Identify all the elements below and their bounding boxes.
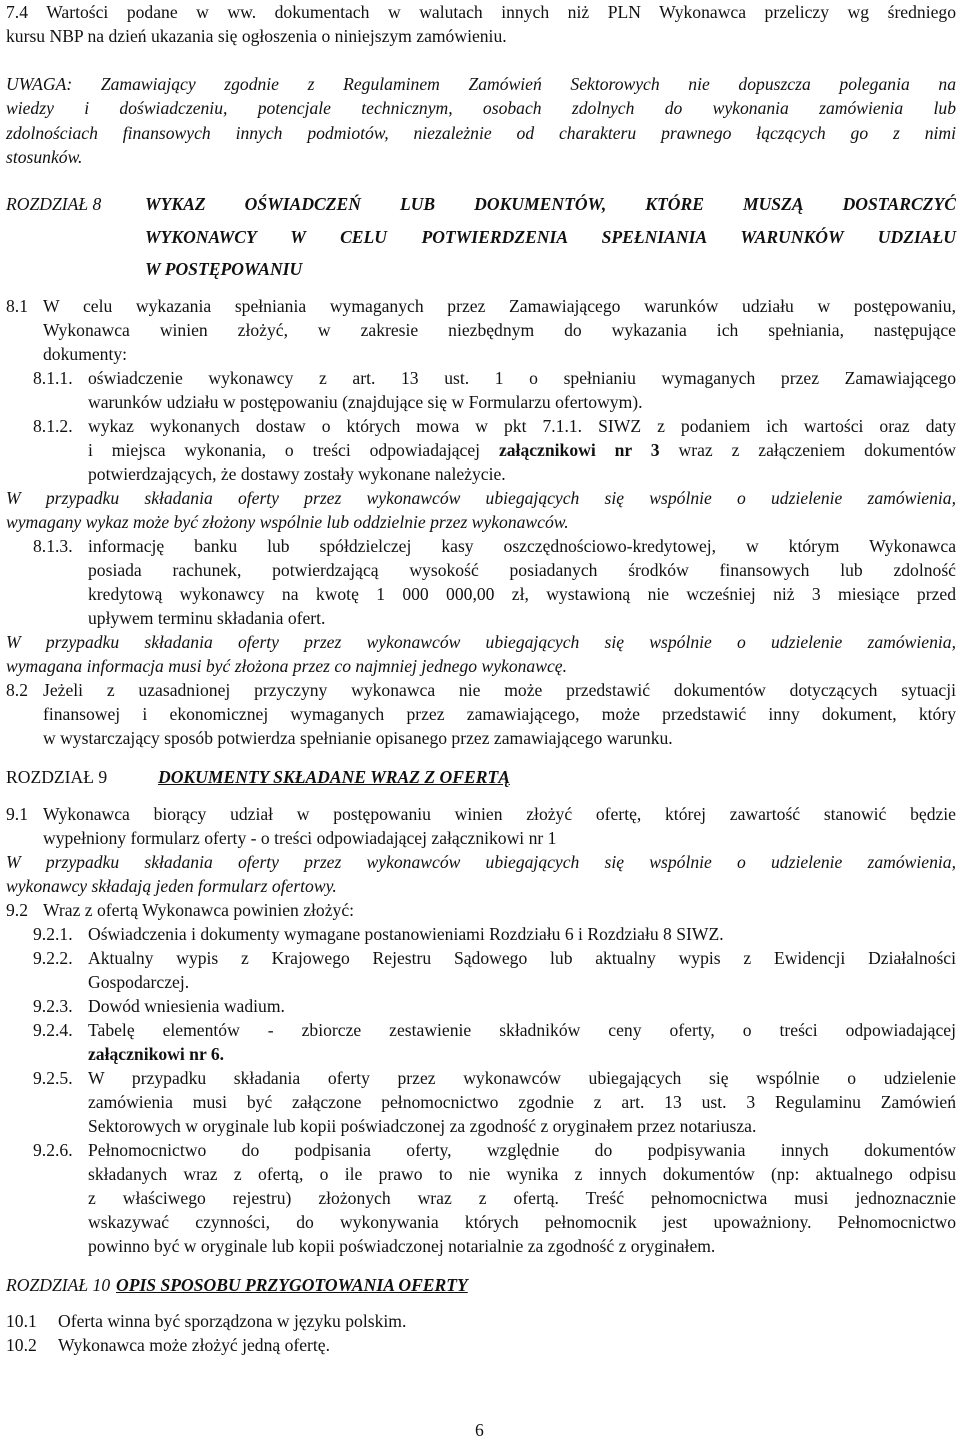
paragraph-9-2-6-line-3: z właściwego rejestru) złożonych wraz z ofertą. Treść pełnomocnictwa musi jednoznacznie	[88, 1188, 956, 1208]
note-2-line-2: wymagana informacja musi być złożona przez co najmniej jednego wykonawcę.	[6, 656, 567, 676]
chapter-8-label: ROZDZIAŁ 8	[6, 194, 102, 214]
paragraph-8-1-3-line-2: posiada rachunek, potwierdzającą wysokość posiadanych środków finansowych lub zdolność	[88, 560, 956, 580]
paragraph-9-2-number: 9.2	[6, 900, 28, 920]
paragraph-9-2-1-line-1: Oświadczenia i dokumenty wymagane postanowieniami Rozdziału 6 i Rozdziału 8 SIWZ.	[88, 924, 724, 944]
chapter-10-title: OPIS SPOSOBU PRZYGOTOWANIA OFERTY	[116, 1275, 468, 1295]
paragraph-8-1-1-line-2: warunków udziału w postępowaniu (znajdujące się w Formularzu ofertowym).	[88, 392, 643, 412]
paragraph-8-1-2-line-3: potwierdzających, że dostawy zostały wykonane należycie.	[88, 464, 506, 484]
uwaga-line-2: wiedzy i doświadczeniu, potencjale technicznym, osobach zdolnych do wykonania zamówienia lub	[6, 98, 956, 118]
paragraph-9-2-3-line-1: Dowód wniesienia wadium.	[88, 996, 285, 1016]
paragraph-8-1-1-number: 8.1.1.	[33, 368, 73, 388]
paragraph-9-2-5-number: 9.2.5.	[33, 1068, 73, 1088]
paragraph-9-2-6-number: 9.2.6.	[33, 1140, 73, 1160]
paragraph-9-2-6-line-2: składanych wraz z ofertą, o ile prawo to nie wynika z innych dokumentów (np: aktualnego odpisu	[88, 1164, 956, 1184]
paragraph-8-1-line-3: dokumenty:	[43, 344, 128, 364]
paragraph-8-2-number: 8.2	[6, 680, 28, 700]
chapter-9-label: ROZDZIAŁ 9	[6, 767, 108, 787]
paragraph-10-1-number: 10.1	[6, 1311, 37, 1331]
chapter-8-title-line-2: WYKONAWCY W CELU POTWIERDZENIA SPEŁNIANIA WARUNKÓW UDZIAŁU	[145, 227, 956, 247]
paragraph-10-1-line-1: Oferta winna być sporządzona w języku polskim.	[58, 1311, 407, 1331]
paragraph-8-1-number: 8.1	[6, 296, 28, 316]
note-1-line-2: wymagany wykaz może być złożony wspólnie lub oddzielnie przez wykonawców.	[6, 512, 569, 532]
paragraph-10-2-number: 10.2	[6, 1335, 37, 1355]
paragraph-9-2-6-line-5: powinno być w oryginale lub kopii poświadczonej notarialnie za zgodność z oryginałem.	[88, 1236, 716, 1256]
paragraph-9-2-6-line-4: wskazywać czynności, do wykonywania których pełnomocnik jest upoważniony. Pełnomocnictwo	[88, 1212, 956, 1232]
chapter-8-title-line-1: WYKAZ OŚWIADCZEŃ LUB DOKUMENTÓW, KTÓRE MUSZĄ DOSTARCZYĆ	[145, 194, 956, 214]
paragraph-7-4-line-1: 7.4 Wartości podane w ww. dokumentach w walutach innych niż PLN Wykonawca przeliczy wg średniego	[6, 2, 956, 22]
paragraph-9-2-5-line-2: zamówienia musi być załączone pełnomocnictwo zgodnie z art. 13 ust. 3 Regulaminu Zamówień	[88, 1092, 956, 1112]
note-1-line-1: W przypadku składania oferty przez wykonawców ubiegających się wspólnie o udzielenie zamówienia,	[6, 488, 956, 508]
note-2-line-1: W przypadku składania oferty przez wykonawców ubiegających się wspólnie o udzielenie zamówienia,	[6, 632, 956, 652]
paragraph-9-2-4-number: 9.2.4.	[33, 1020, 73, 1040]
paragraph-8-2-line-2: finansowej i ekonomicznej wymaganych przez zamawiającego, może przedstawić inny dokument, który	[43, 704, 956, 724]
paragraph-10-2-line-1: Wykonawca może złożyć jedną ofertę.	[58, 1335, 330, 1355]
paragraph-8-2-line-3: w wystarczający sposób potwierdza spełnianie opisanego przez zamawiającego warunku.	[43, 728, 673, 748]
paragraph-9-2-2-number: 9.2.2.	[33, 948, 73, 968]
attachment-3-reference: załącznikowi nr 3	[498, 440, 660, 460]
chapter-10-label: ROZDZIAŁ 10	[6, 1275, 111, 1295]
paragraph-8-1-1-line-1: oświadczenie wykonawcy z art. 13 ust. 1 o spełnianiu wymaganych przez Zamawiającego	[88, 368, 956, 388]
uwaga-line-4: stosunków.	[6, 147, 83, 167]
paragraph-9-2-2-line-1: Aktualny wypis z Krajowego Rejestru Sądowego lub aktualny wypis z Ewidencji Działalności	[88, 948, 956, 968]
paragraph-9-2-1-number: 9.2.1.	[33, 924, 73, 944]
attachment-6-reference: załącznikowi nr 6.	[88, 1044, 225, 1064]
paragraph-9-1-line-1: Wykonawca biorący udział w postępowaniu winien złożyć ofertę, której zawartość stanowić będzie	[43, 804, 956, 824]
paragraph-9-2-line-1: Wraz z ofertą Wykonawca powinien złożyć:	[43, 900, 355, 920]
paragraph-9-2-5-line-1: W przypadku składania oferty przez wykonawców ubiegających się wspólnie o udzielenie	[88, 1068, 956, 1088]
paragraph-9-2-5-line-3: Sektorowych w oryginale lub kopii poświadczonej za zgodność z oryginałem przez notariusza.	[88, 1116, 757, 1136]
paragraph-9-2-6-line-1: Pełnomocnictwo do podpisania oferty, względnie do podpisywania innych dokumentów	[88, 1140, 956, 1160]
page-number: 6	[475, 1420, 484, 1440]
paragraph-9-2-3-number: 9.2.3.	[33, 996, 73, 1016]
paragraph-8-1-3-line-4: upływem terminu składania ofert.	[88, 608, 326, 628]
chapter-8-title-line-3: W POSTĘPOWANIU	[145, 259, 303, 279]
paragraph-8-2-line-1: Jeżeli z uzasadnionej przyczyny wykonawca nie może przedstawić dokumentów dotyczących sytuacji	[43, 680, 956, 700]
paragraph-8-1-2-number: 8.1.2.	[33, 416, 73, 436]
uwaga-line-1: UWAGA: Zamawiający zgodnie z Regulaminem Zamówień Sektorowych nie dopuszcza polegania na	[6, 74, 956, 94]
paragraph-8-1-3-number: 8.1.3.	[33, 536, 73, 556]
paragraph-9-1-number: 9.1	[6, 804, 28, 824]
paragraph-7-4-line-2: kursu NBP na dzień ukazania się ogłoszenia o niniejszym zamówieniu.	[6, 26, 507, 46]
paragraph-8-1-2-line-2c: wraz z załączeniem dokumentów	[659, 440, 956, 460]
paragraph-8-1-2-line-2a: i miejsca wykonania, o treści odpowiadającej	[88, 440, 499, 460]
paragraph-8-1-line-1: W celu wykazania spełniania wymaganych przez Zamawiającego warunków udziału w postępowaniu,	[43, 296, 956, 316]
uwaga-line-3: zdolnościach finansowych innych podmiotów, niezależnie od charakteru prawnego łączących go z nimi	[6, 123, 956, 143]
paragraph-8-1-3-line-1: informację banku lub spółdzielczej kasy oszczędnościowo-kredytowej, w którym Wykonawca	[88, 536, 956, 556]
paragraph-8-1-3-line-3: kredytową wykonawcy na kwotę 1 000 000,00 zł, wystawioną nie wcześniej niż 3 miesiące przed	[88, 584, 956, 604]
paragraph-8-1-2-line-1: wykaz wykonanych dostaw o których mowa w pkt 7.1.1. SIWZ z podaniem ich wartości oraz daty	[88, 416, 956, 436]
chapter-9-title: DOKUMENTY SKŁADANE WRAZ Z OFERTĄ	[158, 767, 510, 787]
note-3-line-2: wykonawcy składają jeden formularz ofertowy.	[6, 876, 337, 896]
note-3-line-1: W przypadku składania oferty przez wykonawców ubiegających się wspólnie o udzielenie zamówienia,	[6, 852, 956, 872]
paragraph-9-2-4-line-1: Tabelę elementów - zbiorcze zestawienie składników ceny oferty, o treści odpowiadającej	[88, 1020, 956, 1040]
paragraph-9-1-line-2: wypełniony formularz oferty - o treści odpowiadającej załącznikowi nr 1	[43, 828, 557, 848]
paragraph-8-1-line-2: Wykonawca winien złożyć, w zakresie niezbędnym do wykazania ich spełniania, następujące	[43, 320, 956, 340]
paragraph-8-1-2-line-2	[88, 438, 956, 462]
paragraph-9-2-2-line-2: Gospodarczej.	[88, 972, 190, 992]
